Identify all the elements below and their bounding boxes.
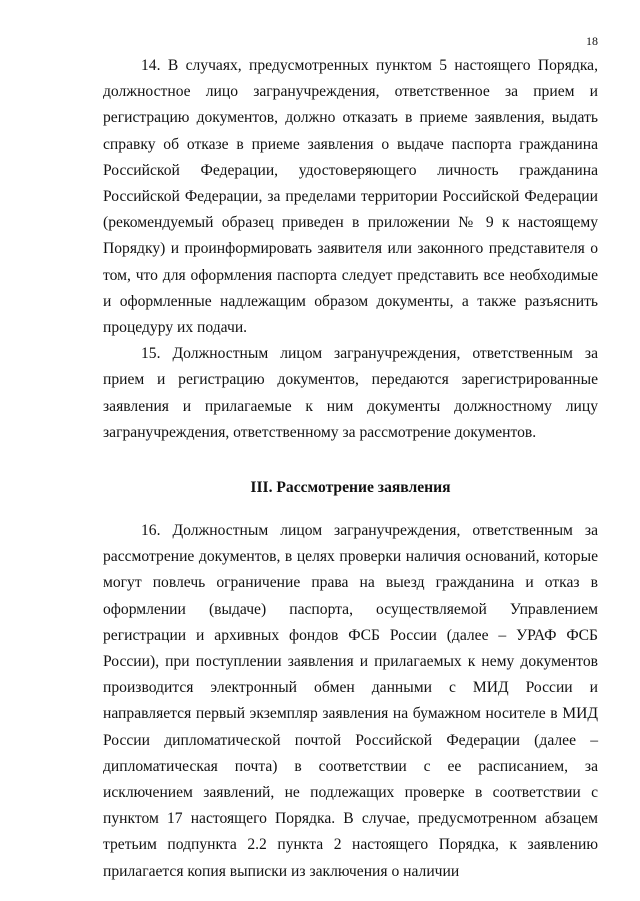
text-block-top [103, 53, 598, 446]
paragraph-16: 16. Должностным лицом загранучреждения, ответственным за рассмотрение документов, в целях проверки наличия оснований, которые могут повлечь ограничение права на выезд гражданина и отказ в оформлении (выдаче) паспорта, осуществляемой Управлением регистрации и архивных фондов ФСБ России (далее – УРАФ ФСБ России), при поступлении заявления и прилагаемых к нему документов производится электронный обмен данными с МИД России и направляется первый экземпляр заявления на бумажном носителе в МИД России дипломатической почтой Российской Федерации (далее – дипломатическая почта) в соответствии с ее расписанием, за исключением заявлений, не подлежащих проверке в соответствии с пунктом 17 настоящего Порядка. В случае, предусмотренном абзацем третьим подпункта 2.2 пункта 2 настоящего Порядка, к заявлению прилагается копия выписки из заключения о наличии [103, 522, 598, 880]
text-block-bottom [103, 518, 598, 885]
page-number: 18 [586, 34, 598, 48]
paragraph-14: 14. В случаях, предусмотренных пунктом 5 настоящего Порядка, должностное лицо загранучреждения, ответственное за прием и регистрацию документов, должно отказать в приеме заявления, выдать справку об отказе в приеме заявления о выдаче паспорта гражданина Российской Федерации, удостоверяющего личность гражданина Российской Федерации, за пределами территории Российской Федерации (рекомендуемый образец приведен в приложении № 9 к настоящему Порядку) и проинформировать заявителя или законного представителя о том, что для оформления паспорта следует представить все необходимые и оформленные надлежащим образом документы, а также разъяснить процедуру их подачи. [103, 57, 598, 337]
section-heading: III. Рассмотрение заявления [250, 479, 451, 496]
paragraph-15: 15. Должностным лицом загранучреждения, ответственным за прием и регистрацию документов, передаются зарегистрированные заявления и прилагаемые к ним документы должностному лицу загранучреждения, ответственному за рассмотрение документов. [103, 345, 598, 441]
